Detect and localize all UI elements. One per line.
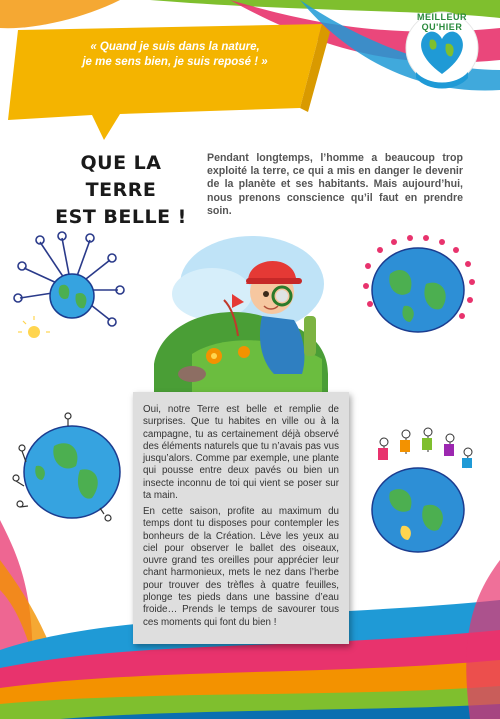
quote-line-2: je me sens bien, je suis reposé ! » bbox=[82, 56, 268, 68]
body-text-box bbox=[133, 392, 349, 644]
earth-drawing-bottom-right bbox=[362, 426, 482, 556]
body-paragraph-2: En cette saison, profite au maximum du temps dont tu disposes pour contempler les bonheurs de la Création. Lève les yeux au ciel pour observer le ballet des oiseaux, ouvre grand tes oreilles pour apprécier leur chant harmonieux, mets le nez dans l’herbe pour trouver des trèfles à quatre feuilles, plonge tes pieds dans une bassine d’eau froide… Prends le temps de savourer tous ces moments qui font du bien ! bbox=[143, 506, 339, 628]
page-title bbox=[46, 150, 196, 231]
quote-line-1: « Quand je suis dans la nature, bbox=[90, 41, 260, 53]
body-paragraph-1: Oui, notre Terre est belle et remplie de surprises. Que tu habites en ville ou à la campagne, tu as certainement déjà observé des éléments naturels que tu n’avais pas vus jusqu’alors. Comme par exemple, une plante qui pousse entre deux pavés ou bien un insecte inconnu de toi qui vient se poser sur ta main. bbox=[143, 404, 339, 502]
earth-drawing-top-left bbox=[10, 228, 130, 348]
child-with-magnifier-illustration bbox=[152, 224, 332, 392]
quote-text bbox=[60, 40, 290, 70]
earth-drawing-top-right bbox=[360, 234, 478, 344]
earth-drawing-bottom-left bbox=[6, 408, 130, 526]
title-line-1: QUE LA TERRE bbox=[80, 152, 162, 201]
logo-text: MEILLEUR QU'HIER bbox=[417, 12, 467, 32]
intro-paragraph: Pendant longtemps, l’homme a beaucoup trop exploité la terre, ce qui a mis en danger le devenir de la planète et ses habitants. Mais aujourd’hui, nous prenons conscience qu’il faut en prendre soin. bbox=[207, 152, 463, 217]
title-line-2: EST BELLE ! bbox=[55, 206, 187, 228]
